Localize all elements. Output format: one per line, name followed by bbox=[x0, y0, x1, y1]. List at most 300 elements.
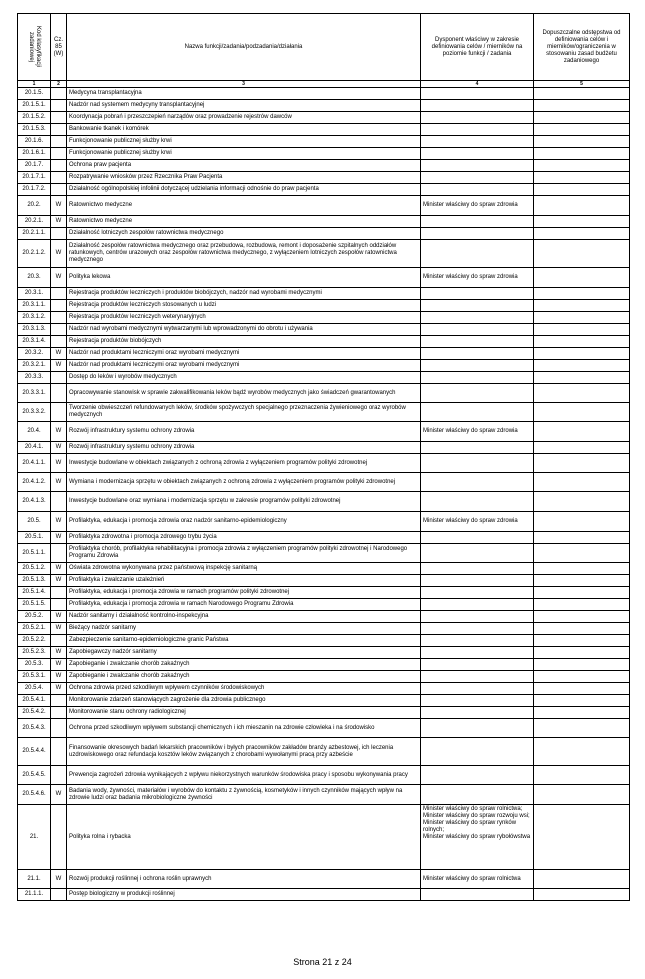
row-code: 20.1.6. bbox=[18, 136, 51, 148]
row-code: 20.3.1.3. bbox=[18, 324, 51, 336]
row-dysponent: Minister właściwy do spraw rolnictwa bbox=[421, 870, 534, 889]
row-part: W bbox=[51, 473, 67, 492]
row-dysponent bbox=[421, 623, 534, 635]
row-code: 20.1.5.2. bbox=[18, 112, 51, 124]
header-nazwa: Nazwa funkcji/zadania/podzadania/działania bbox=[67, 14, 421, 81]
row-name: Polityka rolna i rybacka bbox=[67, 805, 421, 870]
row-code: 20.1.6.1. bbox=[18, 148, 51, 160]
row-part bbox=[51, 599, 67, 611]
table-row bbox=[18, 454, 630, 473]
row-part bbox=[51, 889, 67, 901]
row-part bbox=[51, 738, 67, 766]
row-exceptions bbox=[534, 112, 630, 124]
row-name: Bieżący nadzór sanitarny bbox=[67, 623, 421, 635]
row-name: Profilaktyka chorób, profilaktyka rehabilitacyjna i promocja zdrowia z wyłączeniem programów polityki zdrowotnej i Narodowego Programu Zdrowia bbox=[67, 544, 421, 563]
header-cz: Cz. 85 (W) bbox=[51, 14, 67, 81]
row-dysponent bbox=[421, 707, 534, 719]
row-dysponent bbox=[421, 384, 534, 403]
row-part: W bbox=[51, 196, 67, 216]
row-dysponent bbox=[421, 659, 534, 671]
row-exceptions bbox=[534, 587, 630, 599]
row-name: Profilaktyka zdrowotna i promocja zdrowego trybu życia bbox=[67, 532, 421, 544]
row-name: Nadzór nad wyrobami medycznymi wytwarzanymi lub wprowadzonymi do obrotu i używania bbox=[67, 324, 421, 336]
row-name: Funkcjonowanie publicznej służby krwi bbox=[67, 136, 421, 148]
table-row bbox=[18, 719, 630, 738]
row-exceptions bbox=[534, 384, 630, 403]
row-name: Zapobieganie i zwalczanie chorób zakaźnych bbox=[67, 671, 421, 683]
row-exceptions bbox=[534, 100, 630, 112]
row-dysponent bbox=[421, 336, 534, 348]
row-code: 20.3.1.4. bbox=[18, 336, 51, 348]
row-dysponent bbox=[421, 88, 534, 100]
row-name: Badania wody, żywności, materiałów i wyrobów do kontaktu z żywnością, kosmetyków i innych czynników mających wpływ na zdrowie ludzi oraz badania mikrobiologiczne żywności bbox=[67, 785, 421, 805]
row-part bbox=[51, 136, 67, 148]
row-name: Rejestracja produktów leczniczych weterynaryjnych bbox=[67, 312, 421, 324]
table-row bbox=[18, 228, 630, 240]
row-code: 20.3.3.1. bbox=[18, 384, 51, 403]
table-row bbox=[18, 575, 630, 587]
row-exceptions bbox=[534, 575, 630, 587]
row-name: Prewencja zagrożeń zdrowia wynikających z wpływu niekorzystnych warunków środowiska pracy i sposobu wykonywania pracy bbox=[67, 766, 421, 785]
row-exceptions bbox=[534, 532, 630, 544]
row-exceptions bbox=[534, 492, 630, 512]
row-part bbox=[51, 544, 67, 563]
row-part bbox=[51, 228, 67, 240]
row-exceptions bbox=[534, 403, 630, 422]
row-part bbox=[51, 695, 67, 707]
row-exceptions bbox=[534, 766, 630, 785]
row-exceptions bbox=[534, 563, 630, 575]
row-name: Zabezpieczenie sanitarno-epidemiologiczne granic Państwa bbox=[67, 635, 421, 647]
table-row bbox=[18, 635, 630, 647]
row-dysponent bbox=[421, 100, 534, 112]
row-exceptions bbox=[534, 160, 630, 172]
row-code: 20.4. bbox=[18, 422, 51, 442]
table-row bbox=[18, 671, 630, 683]
row-part bbox=[51, 288, 67, 300]
row-name: Profilaktyka, edukacja i promocja zdrowia w ramach Narodowego Programu Zdrowia bbox=[67, 599, 421, 611]
row-code: 20.1.5.3. bbox=[18, 124, 51, 136]
row-code: 20.5.4. bbox=[18, 683, 51, 695]
row-dysponent bbox=[421, 360, 534, 372]
row-name: Nadzór nad produktami leczniczymi oraz wyrobami medycznymi bbox=[67, 348, 421, 360]
row-code: 20.4.1.3. bbox=[18, 492, 51, 512]
row-name: Monitorowanie zdarzeń stanowiących zagrożenie dla zdrowia publicznego bbox=[67, 695, 421, 707]
row-part bbox=[51, 172, 67, 184]
row-code: 20.2.1.1. bbox=[18, 228, 51, 240]
row-code: 20.5.4.1. bbox=[18, 695, 51, 707]
row-exceptions bbox=[534, 422, 630, 442]
table-row bbox=[18, 216, 630, 228]
row-exceptions bbox=[534, 216, 630, 228]
row-name: Ratownictwo medyczne bbox=[67, 196, 421, 216]
row-exceptions bbox=[534, 683, 630, 695]
row-name: Zapobiegawczy nadzór sanitarny bbox=[67, 647, 421, 659]
row-name: Tworzenie obwieszczeń refundowanych leków, środków spożywczych specjalnego przeznaczenia żywieniowego oraz wyrobów medycznych bbox=[67, 403, 421, 422]
row-part bbox=[51, 766, 67, 785]
table-row bbox=[18, 587, 630, 599]
row-exceptions bbox=[534, 184, 630, 196]
row-part: W bbox=[51, 512, 67, 532]
row-exceptions bbox=[534, 473, 630, 492]
table-row bbox=[18, 124, 630, 136]
row-code: 20.3.2.1. bbox=[18, 360, 51, 372]
row-code: 20.3.1. bbox=[18, 288, 51, 300]
table-row bbox=[18, 100, 630, 112]
row-code: 20.1.5.1. bbox=[18, 100, 51, 112]
row-name: Ochrona praw pacjenta bbox=[67, 160, 421, 172]
row-name: Nadzór nad systemem medycyny transplantacyjnej bbox=[67, 100, 421, 112]
row-exceptions bbox=[534, 659, 630, 671]
row-dysponent bbox=[421, 372, 534, 384]
row-code: 20.3.1.2. bbox=[18, 312, 51, 324]
row-code: 20.4.1.1. bbox=[18, 454, 51, 473]
row-code: 20.3.1.1. bbox=[18, 300, 51, 312]
row-exceptions bbox=[534, 288, 630, 300]
header-row bbox=[18, 14, 630, 81]
row-code: 20.5.3. bbox=[18, 659, 51, 671]
table-row bbox=[18, 623, 630, 635]
row-dysponent bbox=[421, 403, 534, 422]
header-dysponent: Dysponent właściwy w zakresie definiowania celów / mierników na poziomie funkcji / zadania bbox=[421, 14, 534, 81]
row-code: 20.5.2.2. bbox=[18, 635, 51, 647]
row-exceptions bbox=[534, 172, 630, 184]
row-dysponent: Minister właściwy do spraw zdrowia bbox=[421, 268, 534, 288]
row-part: W bbox=[51, 348, 67, 360]
row-dysponent bbox=[421, 563, 534, 575]
row-exceptions bbox=[534, 544, 630, 563]
row-name: Dostęp do leków i wyrobów medycznych bbox=[67, 372, 421, 384]
row-exceptions bbox=[534, 88, 630, 100]
row-exceptions bbox=[534, 300, 630, 312]
table-row bbox=[18, 300, 630, 312]
row-dysponent bbox=[421, 172, 534, 184]
row-dysponent bbox=[421, 228, 534, 240]
row-name: Rozpatrywanie wniosków przez Rzecznika Praw Pacjenta bbox=[67, 172, 421, 184]
row-name: Rozwój infrastruktury systemu ochrony zdrowia bbox=[67, 442, 421, 454]
row-exceptions bbox=[534, 136, 630, 148]
row-dysponent bbox=[421, 695, 534, 707]
row-code: 21. bbox=[18, 805, 51, 870]
row-name: Nadzór nad produktami leczniczymi oraz wyrobami medycznymi bbox=[67, 360, 421, 372]
row-dysponent bbox=[421, 442, 534, 454]
row-exceptions bbox=[534, 805, 630, 870]
header-odstepstwa: Dopuszczalne odstępstwa od definiowania celów i mierników/ograniczenia w stosowaniu zasad budżetu zadaniowego bbox=[534, 14, 630, 81]
row-part: W bbox=[51, 216, 67, 228]
row-code: 20.5.4.2. bbox=[18, 707, 51, 719]
table-row bbox=[18, 563, 630, 575]
row-dysponent bbox=[421, 288, 534, 300]
row-dysponent bbox=[421, 766, 534, 785]
row-part bbox=[51, 384, 67, 403]
row-name: Rozwój produkcji roślinnej i ochrona roślin uprawnych bbox=[67, 870, 421, 889]
row-dysponent bbox=[421, 160, 534, 172]
row-dysponent bbox=[421, 454, 534, 473]
row-part: W bbox=[51, 532, 67, 544]
classification-table bbox=[17, 13, 630, 901]
row-name: Rejestracja produktów biobójczych bbox=[67, 336, 421, 348]
row-name: Działalność ogólnopolskiej infolinii dotyczącej udzielania informacji odnośnie do praw pacjenta bbox=[67, 184, 421, 196]
row-dysponent bbox=[421, 889, 534, 901]
row-code: 20.3. bbox=[18, 268, 51, 288]
row-exceptions bbox=[534, 454, 630, 473]
row-code: 20.5.1.5. bbox=[18, 599, 51, 611]
row-dysponent bbox=[421, 587, 534, 599]
table-row bbox=[18, 336, 630, 348]
row-name: Medycyna transplantacyjna bbox=[67, 88, 421, 100]
row-part bbox=[51, 184, 67, 196]
row-dysponent: Minister właściwy do spraw zdrowia bbox=[421, 422, 534, 442]
row-part bbox=[51, 148, 67, 160]
row-part: W bbox=[51, 268, 67, 288]
row-part: W bbox=[51, 360, 67, 372]
row-exceptions bbox=[534, 512, 630, 532]
row-name: Nadzór sanitarny i działalność kontrolno-inspekcyjna bbox=[67, 611, 421, 623]
col-number: 1 bbox=[18, 81, 51, 88]
row-exceptions bbox=[534, 360, 630, 372]
row-dysponent bbox=[421, 671, 534, 683]
row-name: Zapobieganie i zwalczanie chorób zakaźnych bbox=[67, 659, 421, 671]
table-row bbox=[18, 148, 630, 160]
row-name: Profilaktyka, edukacja i promocja zdrowia w ramach programów polityki zdrowotnej bbox=[67, 587, 421, 599]
row-name: Działalność lotniczych zespołów ratownictwa medycznego bbox=[67, 228, 421, 240]
page-footer: Strona 21 z 24 bbox=[293, 957, 352, 967]
row-part bbox=[51, 492, 67, 512]
row-part: W bbox=[51, 659, 67, 671]
row-name: Funkcjonowanie publicznej służby krwi bbox=[67, 148, 421, 160]
row-code: 20.5. bbox=[18, 512, 51, 532]
row-code: 21.1. bbox=[18, 870, 51, 889]
row-name: Bankowanie tkanek i komórek bbox=[67, 124, 421, 136]
row-dysponent bbox=[421, 719, 534, 738]
row-name: Inwestycje budowlane w obiektach związanych z ochroną zdrowia z wyłączeniem programów polityki zdrowotnej bbox=[67, 454, 421, 473]
row-part bbox=[51, 88, 67, 100]
row-code: 20.5.1.2. bbox=[18, 563, 51, 575]
table-row bbox=[18, 659, 630, 671]
row-exceptions bbox=[534, 312, 630, 324]
table-row bbox=[18, 785, 630, 805]
table-row bbox=[18, 136, 630, 148]
row-dysponent bbox=[421, 599, 534, 611]
col-number: 4 bbox=[421, 81, 534, 88]
row-code: 20.1.7.2. bbox=[18, 184, 51, 196]
row-part bbox=[51, 707, 67, 719]
row-dysponent bbox=[421, 544, 534, 563]
row-part: W bbox=[51, 623, 67, 635]
row-code: 20.1.7.1. bbox=[18, 172, 51, 184]
row-part bbox=[51, 719, 67, 738]
row-dysponent bbox=[421, 611, 534, 623]
row-part: W bbox=[51, 240, 67, 268]
row-part bbox=[51, 403, 67, 422]
table-row bbox=[18, 870, 630, 889]
table-row bbox=[18, 738, 630, 766]
col-number: 3 bbox=[67, 81, 421, 88]
row-code: 20.1.7. bbox=[18, 160, 51, 172]
row-exceptions bbox=[534, 719, 630, 738]
row-part bbox=[51, 312, 67, 324]
row-dysponent bbox=[421, 492, 534, 512]
row-exceptions bbox=[534, 196, 630, 216]
row-part: W bbox=[51, 422, 67, 442]
row-part: W bbox=[51, 870, 67, 889]
table-row bbox=[18, 766, 630, 785]
row-code: 20.5.4.4. bbox=[18, 738, 51, 766]
row-part bbox=[51, 160, 67, 172]
row-dysponent bbox=[421, 324, 534, 336]
row-code: 20.3.2. bbox=[18, 348, 51, 360]
row-exceptions bbox=[534, 240, 630, 268]
table-row bbox=[18, 707, 630, 719]
table-row bbox=[18, 473, 630, 492]
row-exceptions bbox=[534, 324, 630, 336]
row-dysponent bbox=[421, 473, 534, 492]
row-dysponent bbox=[421, 785, 534, 805]
row-name: Polityka lekowa bbox=[67, 268, 421, 288]
row-name: Finansowanie okresowych badań lekarskich pracowników i byłych pracowników zakładów branży azbestowej, ich leczenia uzdrowiskowego oraz refundacja kosztów leków związanych z chorobami wywołanymi pracą przy azbeście bbox=[67, 738, 421, 766]
table-row bbox=[18, 184, 630, 196]
row-code: 20.5.3.1. bbox=[18, 671, 51, 683]
row-code: 20.3.3. bbox=[18, 372, 51, 384]
row-exceptions bbox=[534, 738, 630, 766]
row-part: W bbox=[51, 785, 67, 805]
row-name: Działalność zespołów ratownictwa medycznego oraz przebudowa, rozbudowa, remont i doposażenie szpitalnych oddziałów ratunkowych, centrów urazowych oraz zespołów ratownictwa medycznego, z wyłączeniem lotniczych zespołów ratownictwa medycznego bbox=[67, 240, 421, 268]
row-name: Profilaktyka i zwalczanie uzależnień bbox=[67, 575, 421, 587]
header-kod: Kod klasyfikacji zadaniowej bbox=[18, 14, 51, 81]
table-row bbox=[18, 172, 630, 184]
row-code: 20.5.2.1. bbox=[18, 623, 51, 635]
row-exceptions bbox=[534, 671, 630, 683]
row-exceptions bbox=[534, 647, 630, 659]
row-code: 20.5.1.4. bbox=[18, 587, 51, 599]
table-row bbox=[18, 288, 630, 300]
row-name: Oświata zdrowotna wykonywana przez państwową inspekcję sanitarną bbox=[67, 563, 421, 575]
row-part bbox=[51, 124, 67, 136]
table-row bbox=[18, 889, 630, 901]
row-exceptions bbox=[534, 889, 630, 901]
row-part: W bbox=[51, 647, 67, 659]
row-code: 20.5.4.3. bbox=[18, 719, 51, 738]
row-dysponent bbox=[421, 647, 534, 659]
row-part: W bbox=[51, 683, 67, 695]
row-part: W bbox=[51, 454, 67, 473]
table-row bbox=[18, 611, 630, 623]
row-name: Wymiana i modernizacja sprzętu w obiektach związanych z ochroną zdrowia z wyłączeniem programów polityki zdrowotnej bbox=[67, 473, 421, 492]
table-row bbox=[18, 384, 630, 403]
row-name: Rozwój infrastruktury systemu ochrony zdrowia bbox=[67, 422, 421, 442]
table-row bbox=[18, 442, 630, 454]
row-name: Opracowywanie stanowisk w sprawie zakwalifikowania leków bądź wyrobów medycznych jako świadczeń gwarantowanych bbox=[67, 384, 421, 403]
row-dysponent bbox=[421, 300, 534, 312]
row-dysponent bbox=[421, 124, 534, 136]
row-code: 20.5.1.1. bbox=[18, 544, 51, 563]
row-dysponent bbox=[421, 112, 534, 124]
table-row bbox=[18, 112, 630, 124]
row-dysponent: Minister właściwy do spraw zdrowia bbox=[421, 196, 534, 216]
row-code: 20.5.4.5. bbox=[18, 766, 51, 785]
row-name: Ratownictwo medyczne bbox=[67, 216, 421, 228]
row-dysponent bbox=[421, 184, 534, 196]
row-dysponent bbox=[421, 683, 534, 695]
row-code: 20.4.1.2. bbox=[18, 473, 51, 492]
row-exceptions bbox=[534, 785, 630, 805]
row-name: Rejestracja produktów leczniczych i produktów biobójczych, nadzór nad wyrobami medycznymi bbox=[67, 288, 421, 300]
row-exceptions bbox=[534, 268, 630, 288]
row-code: 20.5.2.3. bbox=[18, 647, 51, 659]
table-row bbox=[18, 805, 630, 870]
table-row bbox=[18, 532, 630, 544]
row-code: 20.4.1. bbox=[18, 442, 51, 454]
row-exceptions bbox=[534, 228, 630, 240]
row-exceptions bbox=[534, 707, 630, 719]
table-row bbox=[18, 683, 630, 695]
row-exceptions bbox=[534, 124, 630, 136]
row-dysponent bbox=[421, 240, 534, 268]
row-name: Profilaktyka, edukacja i promocja zdrowia oraz nadzór sanitarno-epidemiologiczny bbox=[67, 512, 421, 532]
row-dysponent bbox=[421, 312, 534, 324]
table-row bbox=[18, 348, 630, 360]
row-dysponent bbox=[421, 635, 534, 647]
row-part bbox=[51, 587, 67, 599]
row-part: W bbox=[51, 611, 67, 623]
table-row bbox=[18, 422, 630, 442]
table-row bbox=[18, 196, 630, 216]
row-code: 20.2.1.2. bbox=[18, 240, 51, 268]
table-row bbox=[18, 240, 630, 268]
table-row bbox=[18, 324, 630, 336]
row-exceptions bbox=[534, 148, 630, 160]
row-part: W bbox=[51, 563, 67, 575]
row-dysponent bbox=[421, 575, 534, 587]
table-row bbox=[18, 160, 630, 172]
row-part bbox=[51, 336, 67, 348]
row-dysponent bbox=[421, 216, 534, 228]
table-row bbox=[18, 372, 630, 384]
row-code: 20.1.5. bbox=[18, 88, 51, 100]
row-code: 20.5.2. bbox=[18, 611, 51, 623]
row-dysponent bbox=[421, 532, 534, 544]
row-part bbox=[51, 300, 67, 312]
table-row bbox=[18, 492, 630, 512]
row-part bbox=[51, 805, 67, 870]
row-dysponent: Minister właściwy do spraw zdrowia bbox=[421, 512, 534, 532]
row-part bbox=[51, 112, 67, 124]
row-code: 20.5.1. bbox=[18, 532, 51, 544]
row-part: W bbox=[51, 671, 67, 683]
row-code: 20.2. bbox=[18, 196, 51, 216]
row-dysponent bbox=[421, 136, 534, 148]
row-dysponent bbox=[421, 738, 534, 766]
row-code: 21.1.1. bbox=[18, 889, 51, 901]
row-exceptions bbox=[534, 348, 630, 360]
col-number: 2 bbox=[51, 81, 67, 88]
row-part bbox=[51, 635, 67, 647]
row-exceptions bbox=[534, 623, 630, 635]
table-row bbox=[18, 403, 630, 422]
table-row bbox=[18, 312, 630, 324]
table-row bbox=[18, 360, 630, 372]
row-name: Ochrona zdrowia przed szkodliwym wpływem czynników środowiskowych bbox=[67, 683, 421, 695]
table-row bbox=[18, 647, 630, 659]
row-name: Postęp biologiczny w produkcji roślinnej bbox=[67, 889, 421, 901]
row-exceptions bbox=[534, 635, 630, 647]
row-part bbox=[51, 100, 67, 112]
row-code: 20.5.1.3. bbox=[18, 575, 51, 587]
row-dysponent bbox=[421, 348, 534, 360]
row-exceptions bbox=[534, 442, 630, 454]
row-exceptions bbox=[534, 372, 630, 384]
row-name: Ochrona przed szkodliwym wpływem substancji chemicznych i ich mieszanin na zdrowie człowieka i na środowisko bbox=[67, 719, 421, 738]
